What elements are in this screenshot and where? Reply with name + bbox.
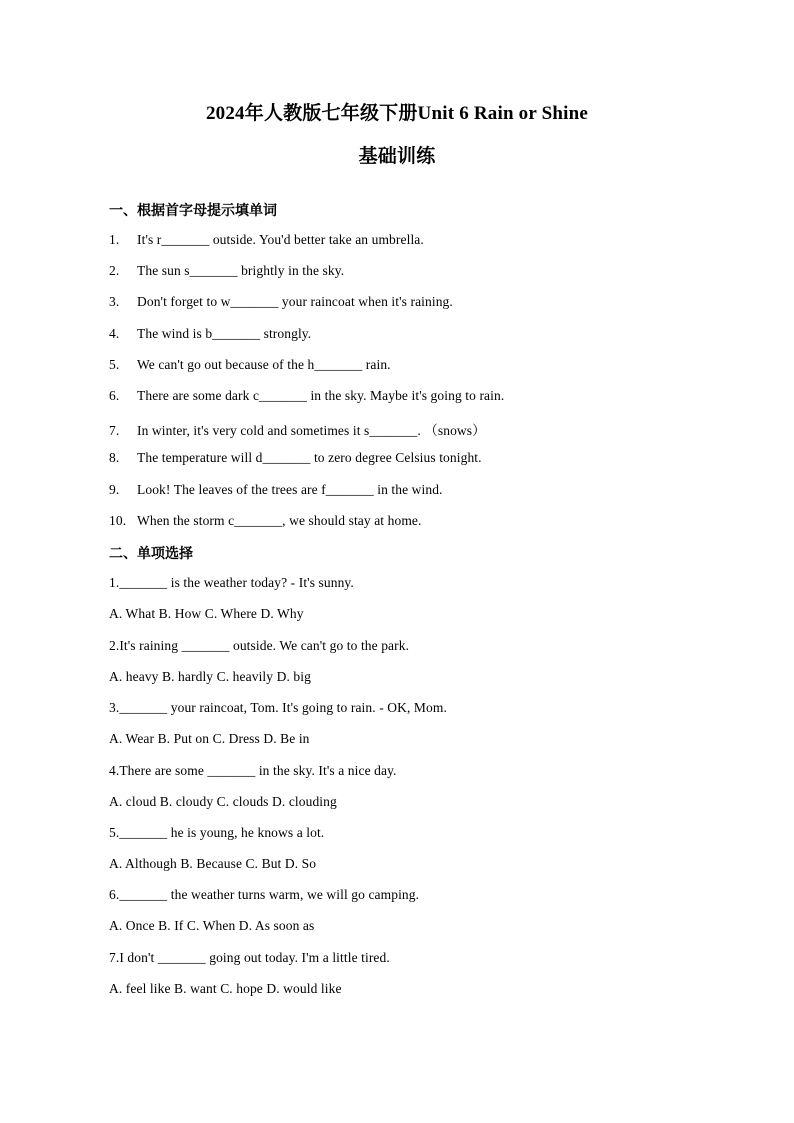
item-text: It's r_______ outside. You'd better take an umbrella. [137, 232, 424, 247]
question-stem: 1._______ is the weather today? - It's sunny. [109, 575, 354, 590]
document-title: 2024年人教版七年级下册Unit 6 Rain or Shine [205, 103, 589, 124]
item-number: 1. [109, 232, 120, 247]
item-number: 6. [109, 388, 120, 403]
fill-in-item [109, 388, 504, 404]
item-number: 3. [109, 294, 120, 309]
item-text: The sun s_______ brightly in the sky. [137, 263, 345, 278]
question-stem: 7.I don't _______ going out today. I'm a little tired. [109, 950, 390, 965]
item-text: We can't go out because of the h_______ rain. [137, 357, 391, 372]
fill-in-item [109, 232, 424, 248]
question-options: A. Once B. If C. When D. As soon as [109, 918, 315, 933]
question-options: A. What B. How C. Where D. Why [109, 606, 304, 621]
question-options: A. cloud B. cloudy C. clouds D. clouding [109, 794, 337, 809]
question-stem: 4.There are some _______ in the sky. It's a nice day. [109, 763, 397, 778]
fill-in-item [109, 357, 391, 373]
question-options: A. heavy B. hardly C. heavily D. big [109, 669, 311, 684]
item-number: 2. [109, 263, 120, 278]
fill-in-item [109, 294, 453, 310]
item-text: When the storm c_______, we should stay at home. [137, 513, 422, 528]
item-number: 5. [109, 357, 120, 372]
item-number: 8. [109, 450, 120, 465]
question-stem: 6._______ the weather turns warm, we will go camping. [109, 887, 420, 902]
question-stem: 5._______ he is young, he knows a lot. [109, 825, 325, 840]
question-stem: 2.It's raining _______ outside. We can't go to the park. [109, 638, 410, 653]
question-options: A. Although B. Because C. But D. So [109, 856, 317, 871]
fill-in-item [109, 263, 344, 279]
question-stem: 3._______ your raincoat, Tom. It's going to rain. - OK, Mom. [109, 700, 447, 715]
item-number: 9. [109, 482, 120, 497]
section-1-heading: 一、根据首字母提示填单词 [109, 204, 277, 219]
fill-in-item [109, 482, 443, 498]
fill-in-item [109, 419, 486, 439]
document-subtitle: 基础训练 [358, 146, 436, 167]
section-2-heading: 二、单项选择 [109, 547, 193, 562]
question-options: A. feel like B. want C. hope D. would like [109, 981, 342, 996]
item-text: Don't forget to w_______ your raincoat when it's raining. [137, 294, 453, 309]
item-text: The temperature will d_______ to zero degree Celsius tonight. [137, 450, 482, 465]
fill-in-item [109, 450, 482, 466]
item-text: There are some dark c_______ in the sky. Maybe it's going to rain. [137, 388, 505, 403]
question-options: A. Wear B. Put on C. Dress D. Be in [109, 731, 310, 746]
item-text: The wind is b_______ strongly. [137, 326, 312, 341]
item-number: 7. [109, 423, 120, 438]
item-number: 4. [109, 326, 120, 341]
fill-in-item [109, 513, 422, 529]
item-text: Look! The leaves of the trees are f_______ in the wind. [137, 482, 443, 497]
item-number: 10. [109, 513, 127, 528]
fill-in-item [109, 326, 311, 342]
item-text: In winter, it's very cold and sometimes it s_______. （snows） [137, 423, 486, 438]
